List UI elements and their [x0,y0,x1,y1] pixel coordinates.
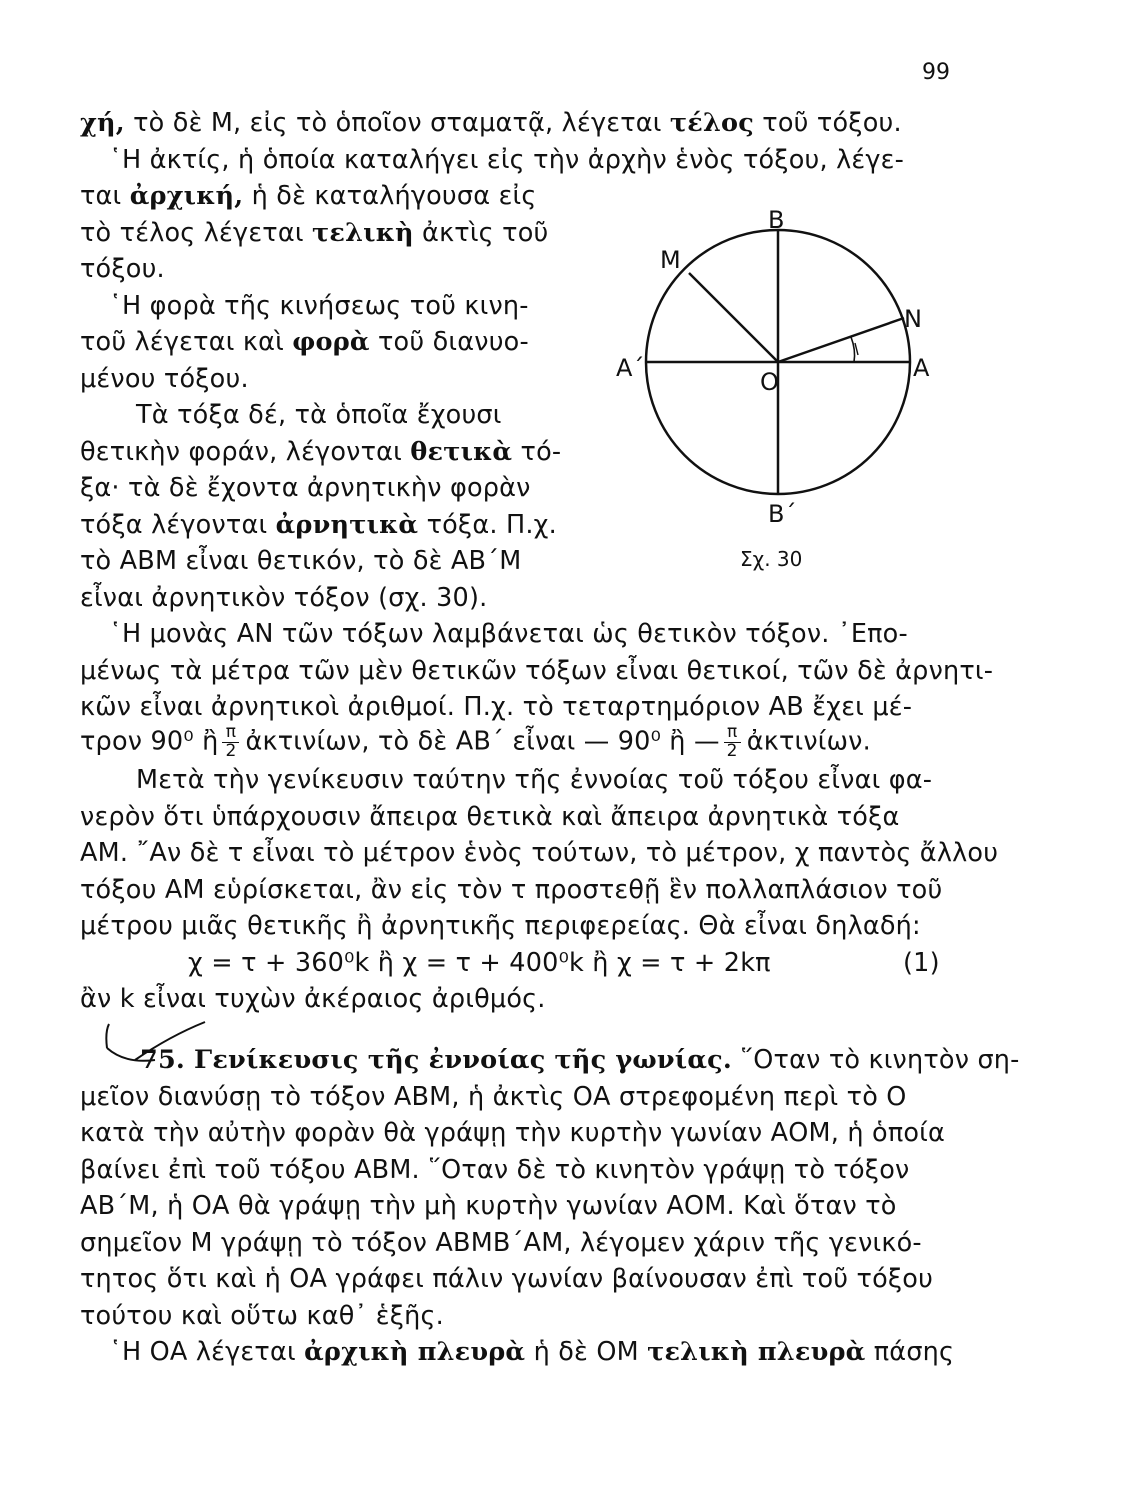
radius-om [689,273,778,362]
label-a-prime: Α΄ [616,354,645,382]
text-line: τητος ὅτι καὶ ἡ ΟΑ γράφει πάλιν γωνίαν βαίνουσαν ἐπὶ τοῦ τόξου [80,1264,934,1294]
text-line: θετικὴν φοράν, λέγονται θετικὰ τό- [80,437,562,467]
bold-term: χή, [80,108,125,138]
fraction-pi-over-2: $\frac{\pi}{2}$ [724,724,741,761]
text-line: ἂν k εἶναι τυχὼν ἀκέραιος ἀριθμός. [80,984,546,1014]
angle-tick [855,343,858,355]
text-line: νερὸν ὅτι ὑπάρχουσιν ἄπειρα θετικὰ καὶ ἄπειρα ἀρνητικὰ τόξα [80,802,900,832]
text-line: μένου τόξου. [80,364,249,394]
label-o: O [760,368,779,396]
text-line: Μετὰ τὴν γενίκευσιν ταύτην τῆς ἐννοίας τοῦ τόξου εἶναι φα- [136,765,933,795]
text-line: ΑΜ. ῎Αν δὲ τ εἶναι τὸ μέτρον ἑνὸς τούτων, τὸ μέτρον, χ παντὸς ἄλλου [80,838,999,868]
text-line: μέτρου μιᾶς θετικῆς ἢ ἀρνητικῆς περιφερείας. Θὰ εἶναι δηλαδή: [80,911,921,941]
label-m: M [660,246,681,274]
text-line: χή, τὸ δὲ Μ, εἰς τὸ ὁποῖον σταματᾷ, λέγεται τέλος τοῦ τόξου. [80,108,902,138]
text-line: τόξα λέγονται ἀρνητικὰ τόξα. Π.χ. [80,510,557,540]
bold-term: τελικὴ πλευρὰ [647,1337,866,1367]
bold-term: θετικὰ [410,437,513,467]
text-line: τὸ ΑΒΜ εἶναι θετικόν, τὸ δὲ ΑΒ΄Μ [80,546,522,576]
text-line: τόξου. [80,254,165,284]
equation-number: (1) [903,948,940,978]
text-line: ται ἀρχική, ἡ δὲ καταλήγουσα εἰς [80,181,537,211]
text-line: τὸ τέλος λέγεται τελικὴ ἀκτὶς τοῦ [80,218,549,248]
text-line: ῾Η ΟΑ λέγεται ἀρχικὴ πλευρὰ ἡ δὲ ΟΜ τελικὴ πλευρὰ πάσης [109,1337,955,1367]
bold-term: ἀρχικὴ πλευρὰ [304,1337,526,1367]
text-line: Τὰ τόξα δέ, τὰ ὁποῖα ἔχουσι [136,400,502,430]
bold-term: τέλος [669,108,754,138]
angle-arc [851,337,855,362]
page-number: 99 [922,60,950,85]
label-n: N [904,305,922,333]
text-line: ΑΒ΄Μ, ἡ ΟΑ θὰ γράψῃ τὴν μὴ κυρτὴν γωνίαν ΑΟΜ. Καὶ ὅταν τὸ [80,1191,897,1221]
bold-term: ἀρχική, [129,181,244,211]
label-b: B [768,206,785,234]
bold-term: τελικὴ [312,218,414,248]
text-line: κῶν εἶναι ἀρνητικοὶ ἀριθμοί. Π.χ. τὸ τεταρτημόριον ΑΒ ἔχει μέ- [80,692,913,722]
equation: χ = τ + 360⁰k ἢ χ = τ + 400⁰k ἢ χ = τ + 2kπ [188,948,771,978]
text-line: τοῦ λέγεται καὶ φορὰ τοῦ διανυο- [80,327,529,357]
bold-term: ἀρνητικὰ [275,510,419,540]
radius-on [778,318,904,362]
text-line: μένως τὰ μέτρα τῶν μὲν θετικῶν τόξων εἶναι θετικοί, τῶν δὲ ἀρνητι- [80,656,994,686]
text-line: σημεῖον Μ γράψῃ τὸ τόξον ΑΒΜΒ΄ΑΜ, λέγομεν χάριν τῆς γενικό- [80,1228,922,1258]
text-line: κατὰ τὴν αὐτὴν φορὰν θὰ γράψῃ τὴν κυρτὴν γωνίαν ΑΟΜ, ἡ ὁποία [80,1118,946,1148]
text-line: τούτου καὶ οὕτω καθ᾿ ἑξῆς. [80,1301,444,1331]
text-line: μεῖον διανύσῃ τὸ τόξον ΑΒΜ, ἡ ἀκτὶς ΟΑ στρεφομένη περὶ τὸ Ο [80,1082,907,1112]
text-line: εἶναι ἀρνητικὸν τόξον (σχ. 30). [80,583,488,613]
fraction-pi-over-2: $\frac{\pi}{2}$ [222,724,239,761]
figure-caption: Σχ. 30 [740,547,803,571]
text-line: ξα· τὰ δὲ ἔχοντα ἀρνητικὴν φορὰν [80,473,531,503]
label-a: Α [913,354,930,382]
section-heading-line: 75. Γενίκευσις τῆς ἐννοίας τῆς γωνίας. ῞Οταν τὸ κινητὸν ση- [140,1045,1020,1075]
section-heading: 75. Γενίκευσις τῆς ἐννοίας τῆς γωνίας. [140,1045,732,1075]
bold-term: φορὰ [292,327,370,357]
text-line: ῾Η ἀκτίς, ἡ ὁποία καταλήγει εἰς τὴν ἀρχὴν ἑνὸς τόξου, λέγε- [109,145,905,175]
text-line: ῾Η μονὰς ΑΝ τῶν τόξων λαμβάνεται ὡς θετικὸν τόξον. ᾿Επο- [109,619,908,649]
figure-30-unit-circle [600,195,950,615]
text-line: τρον 90⁰ ἢ $\frac{\pi}{2}$ ἀκτινίων, τὸ δὲ ΑΒ΄ εἶναι — 90⁰ ἢ — $\frac{\pi}{2}$ ἀκτινίων. [80,722,871,761]
text-line: βαίνει ἐπὶ τοῦ τόξου ΑΒΜ. ῞Οταν δὲ τὸ κινητὸν γράψῃ τὸ τόξον [80,1155,910,1185]
text-line: τόξου ΑΜ εὑρίσκεται, ἂν εἰς τὸν τ προστεθῇ ἓν πολλαπλάσιον τοῦ [80,875,943,905]
label-b-prime: Β΄ [768,500,797,528]
text-line: ῾Η φορὰ τῆς κινήσεως τοῦ κινη- [109,291,529,321]
